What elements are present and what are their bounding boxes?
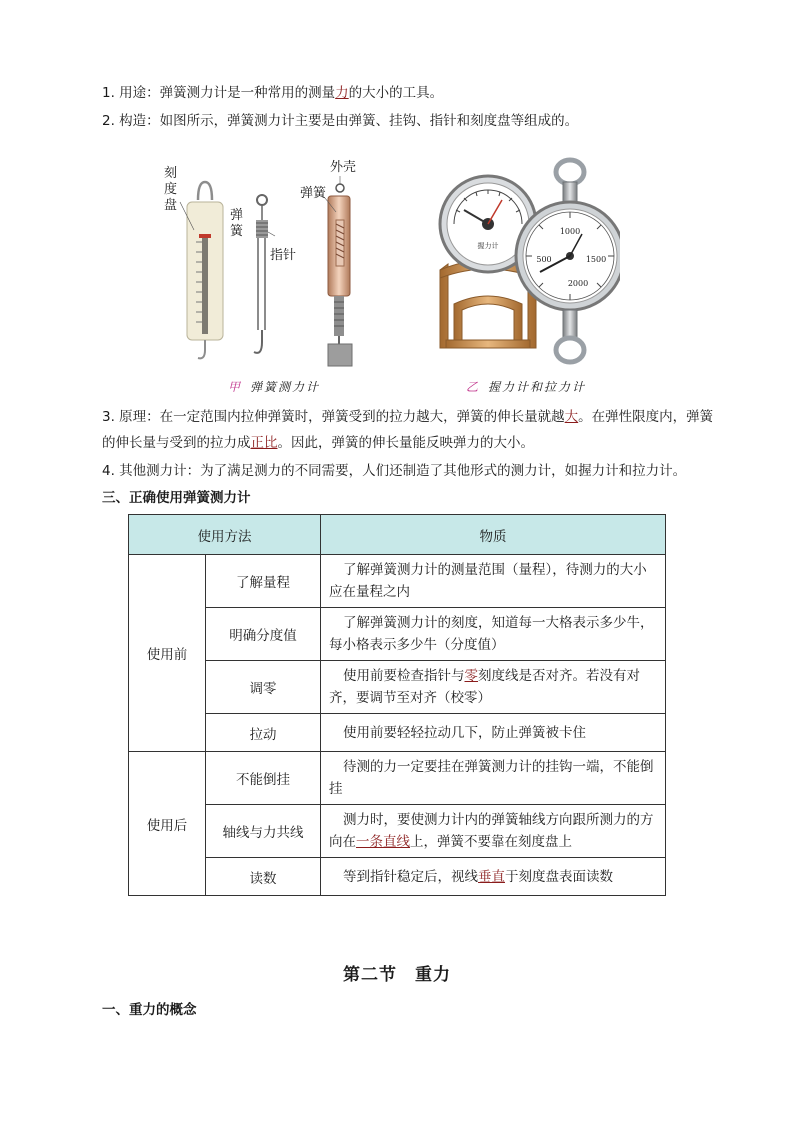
content-key: 零 bbox=[464, 668, 478, 684]
item-principle-key-2: 正比 bbox=[250, 435, 278, 451]
table-group-after: 使用后 bbox=[129, 752, 206, 896]
table-row bbox=[129, 805, 666, 858]
label-pointer: 指针 bbox=[270, 248, 297, 263]
item-use bbox=[102, 80, 722, 106]
table-sub-item: 读数 bbox=[206, 858, 321, 896]
item-principle-text-c: 。因此，弹簧的伸长量能反映弹力的大小。 bbox=[277, 435, 534, 451]
item-use-key: 力 bbox=[335, 85, 349, 101]
grip-dial-text: 握力计 bbox=[477, 242, 499, 250]
table-sub-item: 轴线与力共线 bbox=[206, 805, 321, 858]
item-structure: 2. 构造：如图所示，弹簧测力计主要是由弹簧、挂钩、指针和刻度盘等组成的。 bbox=[102, 113, 579, 129]
caption-right bbox=[466, 378, 586, 395]
label-spring-2: 簧 bbox=[230, 224, 244, 239]
caption-left bbox=[228, 378, 320, 395]
item-other-meters: 4. 其他测力计：为了满足测力的不同需要，人们还制造了其他形式的测力计，如握力计和拉力计。 bbox=[102, 463, 687, 479]
item-use-text: 1. 用途：弹簧测力计是一种常用的测量 bbox=[102, 85, 336, 101]
item-principle-text-b: 。在弹性限度内，弹簧的伸长量与受到的拉力成 bbox=[102, 409, 714, 451]
usage-table bbox=[128, 514, 666, 896]
table-row bbox=[129, 661, 666, 714]
label-scale-1: 刻 bbox=[164, 166, 178, 181]
table-header-row bbox=[129, 515, 666, 555]
table-row bbox=[129, 555, 666, 608]
table-header-method: 使用方法 bbox=[129, 515, 321, 555]
table-content: 了解弹簧测力计的刻度，知道每一大格表示多少牛，每小格表示多少牛（分度值） bbox=[321, 608, 666, 661]
table-content: 使用前要轻轻拉动几下，防止弹簧被卡住 bbox=[321, 714, 666, 752]
item-use-text-end: 的大小的工具。 bbox=[348, 85, 444, 101]
figure-force-meters bbox=[150, 152, 620, 398]
figure-drawing bbox=[150, 152, 620, 398]
content-text-end: 刻度线是否对齐。若没有对齐，要调节至对齐（校零） bbox=[329, 668, 640, 706]
section-heading-gravity-concept: 一、重力的概念 bbox=[102, 1002, 197, 1018]
label-scale-2: 度 bbox=[164, 182, 178, 197]
table-sub-item: 明确分度值 bbox=[206, 608, 321, 661]
caption-right-mark: 乙 bbox=[466, 380, 481, 394]
item-principle bbox=[102, 404, 724, 456]
content-key: 垂直 bbox=[478, 868, 505, 885]
section-title: 第二节 重力 bbox=[343, 965, 451, 985]
table-row bbox=[129, 714, 666, 752]
label-spring-tube: 弹簧 bbox=[300, 186, 327, 201]
label-spring-1: 弹 bbox=[230, 208, 244, 223]
table-content bbox=[321, 661, 666, 714]
table-sub-item: 拉动 bbox=[206, 714, 321, 752]
caption-right-text: 握力计和拉力计 bbox=[488, 380, 587, 394]
dial-1000: 1000 bbox=[559, 227, 581, 236]
table-row bbox=[129, 608, 666, 661]
caption-left-mark: 甲 bbox=[228, 380, 243, 394]
table-row bbox=[129, 858, 666, 896]
content-text: 测力时，要使测力计内的弹簧轴线方向跟所测力的方向在 bbox=[329, 812, 654, 850]
table-group-before: 使用前 bbox=[129, 555, 206, 752]
content-text: 等到指针稳定后，视线 bbox=[343, 868, 478, 885]
section-heading-use-meter: 三、正确使用弹簧测力计 bbox=[102, 490, 251, 506]
content-text: 使用前要检查指针与 bbox=[343, 668, 465, 684]
content-text-end: 于刻度盘表面读数 bbox=[505, 868, 613, 885]
table-sub-item: 了解量程 bbox=[206, 555, 321, 608]
label-shell: 外壳 bbox=[330, 160, 357, 175]
table-header-content: 物质 bbox=[321, 515, 666, 555]
content-key: 一条直线 bbox=[356, 834, 410, 850]
dial-500: 500 bbox=[536, 255, 552, 264]
table-content bbox=[321, 858, 666, 896]
table-content: 了解弹簧测力计的测量范围（量程），待测力的大小应在量程之内 bbox=[321, 555, 666, 608]
dial-2000: 2000 bbox=[567, 279, 589, 288]
item-principle-key-1: 大 bbox=[564, 409, 579, 425]
item-principle-text-a: 3. 原理：在一定范围内拉伸弹簧时，弹簧受到的拉力越大，弹簧的伸长量就越 bbox=[102, 409, 565, 425]
label-scale-3: 盘 bbox=[164, 198, 178, 213]
content-text-end: 上，弹簧不要靠在刻度盘上 bbox=[410, 834, 572, 850]
dial-1500: 1500 bbox=[585, 255, 607, 264]
table-content: 待测的力一定要挂在弹簧测力计的挂钩一端，不能倒挂 bbox=[321, 752, 666, 805]
caption-left-text: 弹簧测力计 bbox=[250, 380, 321, 394]
table-content bbox=[321, 805, 666, 858]
table-row bbox=[129, 752, 666, 805]
table-sub-item: 不能倒挂 bbox=[206, 752, 321, 805]
table-sub-item: 调零 bbox=[206, 661, 321, 714]
